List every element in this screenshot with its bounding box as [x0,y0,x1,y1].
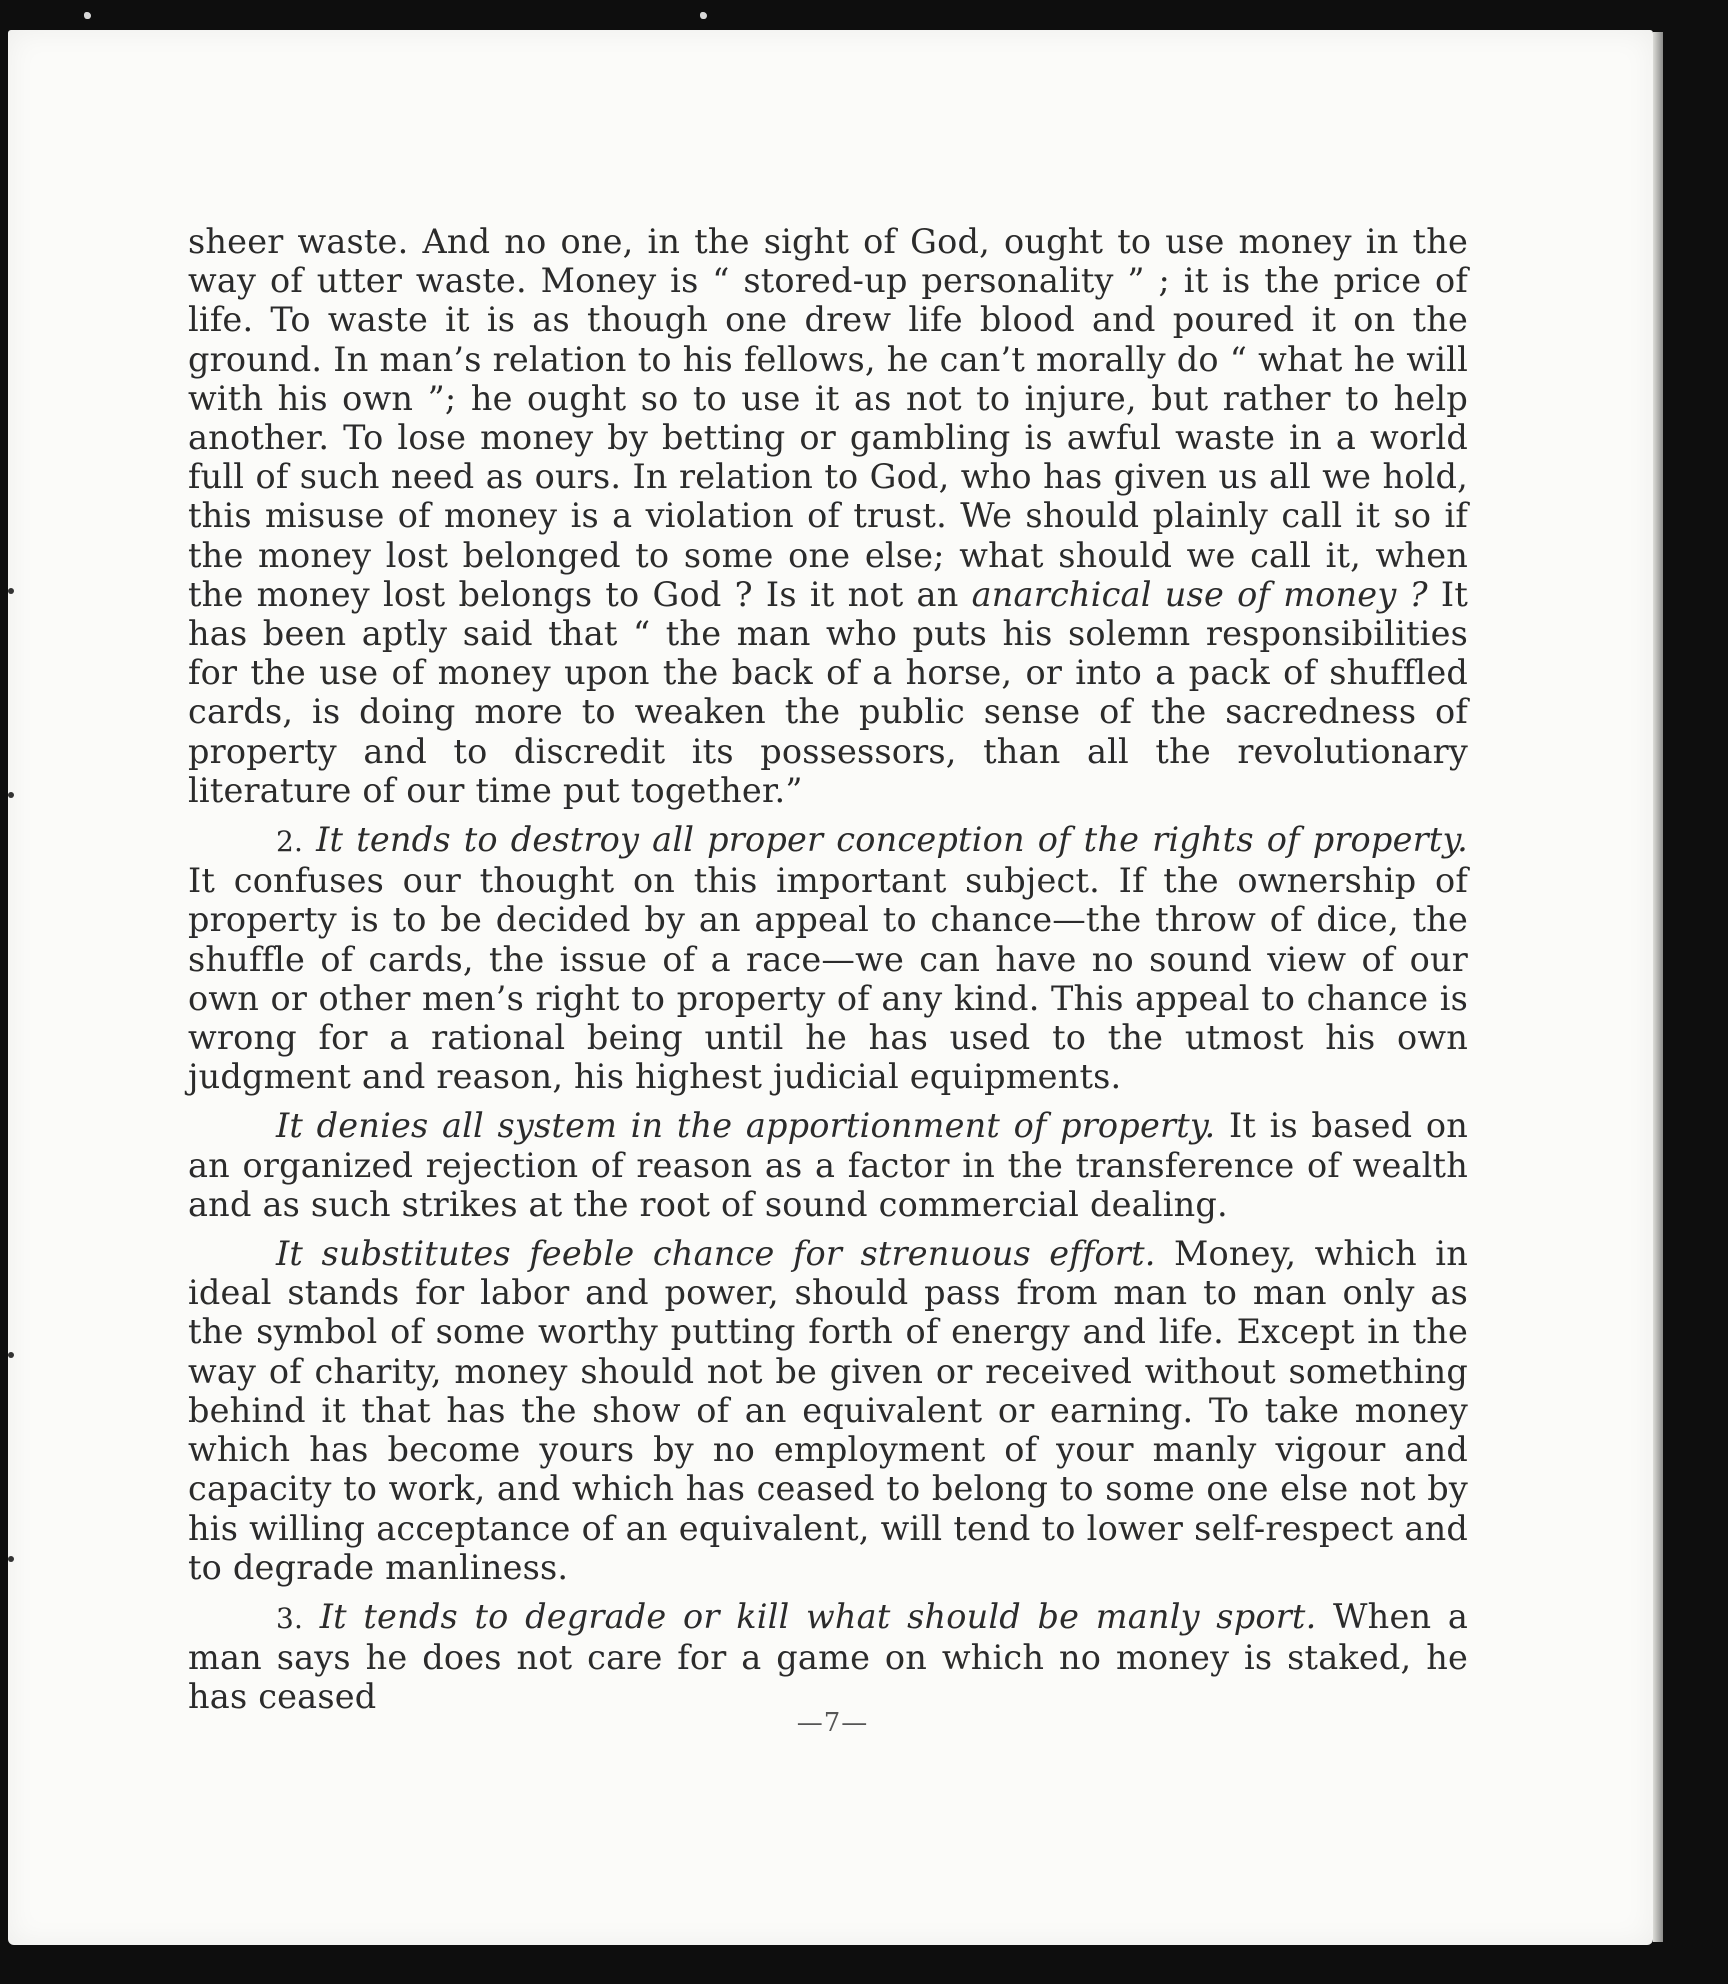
margin-mark [8,792,14,798]
paragraph-1 [188,222,1468,810]
paper-edge-shadow [1653,32,1663,1942]
paragraph-1-text-a: sheer waste. And no one, in the sight of God, ought to use money in the way of utter waste. Money is “ stored-up personality ” ; it is the price of life. To waste it is as though one drew life blood and poured it on the ground. In man’s relation to his fellows, he can’t morally do “ what he will with his own ”; he ought so to use it as not to injure, but rather to help another. To lose money by betting or gambling is awful waste in a world full of such need as ours. In relation to God, who has given us all we hold, this misuse of money is a violation of trust. We should plainly call it so if the money lost belonged to some one else; what should we call it, when the money lost belongs to God ? Is it not an [188,222,1468,614]
scan-speck [700,12,707,19]
paragraph-3-text: It is based on an organized rejection of reason as a factor in the transference of wealth and as such strikes at the root of sound commercial dealing. [188,1106,1468,1224]
page-number: —7— [796,1708,869,1738]
paragraph-4-heading: It substitutes feeble chance for strenuous effort. [276,1234,1156,1274]
paragraph-4 [188,1234,1468,1587]
margin-mark [8,1556,14,1562]
paragraph-1-emphasis: anarchical use of money ? [971,574,1428,614]
margin-mark [8,588,14,594]
paragraph-3-heading: It denies all system in the apportionment of property. [276,1106,1216,1146]
paragraph-2 [188,820,1468,1096]
scan-speck [84,12,91,19]
paragraph-2-heading: It tends to destroy all proper conception of the rights of property. [316,820,1468,860]
paragraph-3 [188,1106,1468,1224]
paragraph-5 [188,1597,1468,1717]
paragraph-2-text: It confuses our thought on this important subject. If the ownership of property is to be decided by an appeal to chance—the throw of dice, the shuffle of cards, the issue of a race—we can have no sound view of our own or other men’s right to property of any kind. This appeal to chance is wrong for a rational being until he has used to the utmost his own judgment and reason, his highest judicial equipments. [188,861,1468,1097]
margin-mark [8,1352,14,1358]
body-text [188,222,1468,1727]
paragraph-1-text-b: It has been aptly said that “ the man who puts his solemn responsibilities for the use of money upon the back of a horse, or into a pack of shuffled cards, is doing more to weaken the public sense of the sacredness of property and to discredit its possessors, than all the revolutionary literature of our time put together.” [188,574,1468,810]
paragraph-2-number: 2. [276,825,304,859]
paragraph-5-number: 3. [276,1601,304,1635]
paragraph-5-text: When a man says he does not care for a game on which no money is staked, he has ceased [188,1596,1469,1717]
paragraph-5-heading: It tends to degrade or kill what should be manly sport. [319,1596,1317,1636]
paragraph-4-text: Money, which in ideal stands for labor and power, should pass from man to man only as the symbol of some worthy putting forth of energy and life. Except in the way of charity, money should not be given or received without something behind it that has the show of an equivalent or earning. To take money which has become yours by no employment of your manly vigour and capacity to work, and which has ceased to belong to some one else not by his willing acceptance of an equivalent, will tend to lower self-respect and to degrade manliness. [188,1234,1468,1587]
